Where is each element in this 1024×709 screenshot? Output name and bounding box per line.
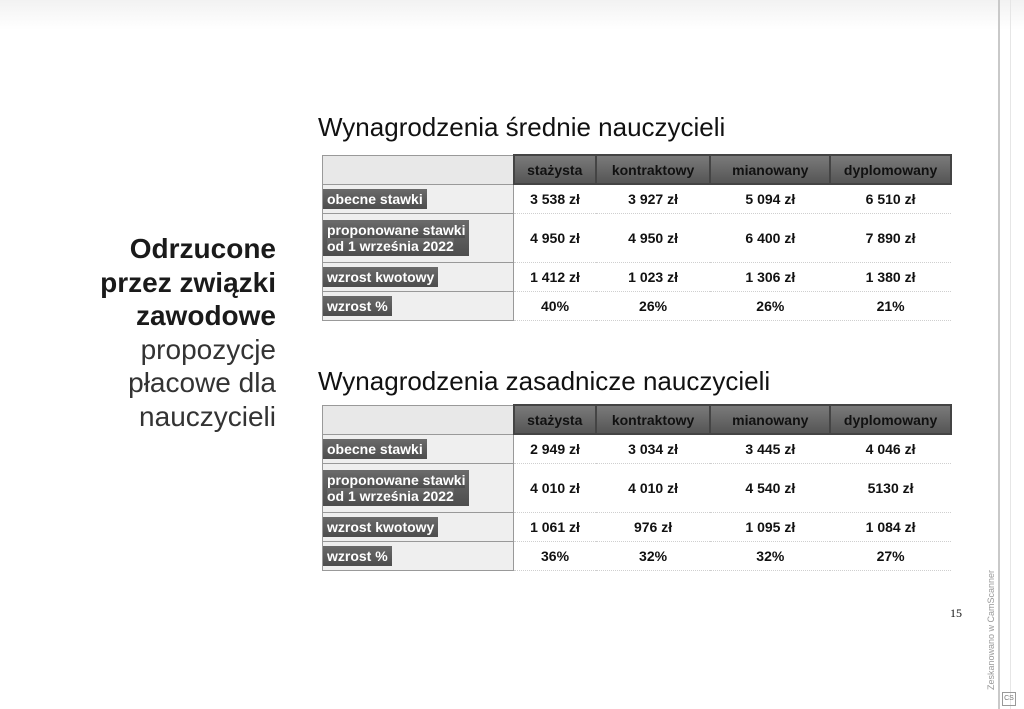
- side-heading-line: propozycje: [140, 333, 276, 365]
- table-cell: 3 538 zł: [514, 184, 596, 214]
- column-header: stażysta: [514, 405, 596, 434]
- table-cell: 36%: [514, 542, 596, 571]
- page-number: 15: [950, 606, 962, 620]
- table-cell: 5130 zł: [830, 464, 951, 513]
- table-cell: 1 412 zł: [514, 263, 596, 292]
- table-cell: 7 890 zł: [830, 214, 951, 263]
- table-row: [323, 184, 952, 214]
- table-cell: 3 927 zł: [596, 184, 711, 214]
- camscanner-icon: CS: [1002, 692, 1016, 706]
- table-row: [323, 263, 952, 292]
- row-label: wzrost kwotowy: [323, 513, 514, 542]
- table-header-row: [323, 405, 952, 434]
- table-cell: 1 380 zł: [830, 263, 951, 292]
- side-heading: [60, 232, 276, 434]
- table-cell: 26%: [710, 292, 830, 321]
- salary-table-base: [322, 404, 952, 571]
- table-cell: 4 010 zł: [514, 464, 596, 513]
- row-label: proponowane stawki od 1 września 2022: [323, 214, 514, 263]
- header-blank-cell: [323, 155, 514, 184]
- table-row: [323, 464, 952, 513]
- scanner-watermark: Zeskanowano w CamScanner: [986, 569, 996, 690]
- column-header: stażysta: [514, 155, 596, 184]
- table1-title: Wynagrodzenia średnie nauczycieli: [318, 112, 726, 142]
- column-header: kontraktowy: [596, 405, 711, 434]
- table-cell: 4 010 zł: [596, 464, 711, 513]
- table-cell: 1 084 zł: [830, 513, 951, 542]
- table2-title: Wynagrodzenia zasadnicze nauczycieli: [318, 366, 771, 396]
- table-cell: 1 061 zł: [514, 513, 596, 542]
- side-heading-line: Odrzucone: [129, 233, 276, 264]
- side-heading-line: płacowe dla: [128, 367, 276, 399]
- table-cell: 4 046 zł: [830, 434, 951, 464]
- side-heading-line: przez związki: [100, 266, 276, 298]
- table-cell: 3 445 zł: [710, 434, 830, 464]
- column-header: dyplomowany: [830, 405, 951, 434]
- table-cell: 3 034 zł: [596, 434, 711, 464]
- table-cell: 2 949 zł: [514, 434, 596, 464]
- table-cell: 27%: [830, 542, 951, 571]
- row-label: wzrost kwotowy: [323, 263, 514, 292]
- table-cell: 32%: [596, 542, 711, 571]
- table-cell: 1 306 zł: [710, 263, 830, 292]
- row-label: proponowane stawki od 1 września 2022: [323, 464, 514, 513]
- table-row: [323, 214, 952, 263]
- column-header: kontraktowy: [596, 155, 711, 184]
- page-edge-line-faint: [1010, 0, 1011, 709]
- table-cell: 32%: [710, 542, 830, 571]
- table-cell: 21%: [830, 292, 951, 321]
- table-cell: 976 zł: [596, 513, 711, 542]
- row-label: wzrost %: [323, 292, 514, 321]
- table-header-row: [323, 155, 952, 184]
- table-cell: 1 095 zł: [710, 513, 830, 542]
- row-label: obecne stawki: [323, 184, 514, 214]
- column-header: dyplomowany: [830, 155, 951, 184]
- table-cell: 5 094 zł: [710, 184, 830, 214]
- column-header: mianowany: [710, 405, 830, 434]
- table-cell: 1 023 zł: [596, 263, 711, 292]
- scan-shading: [0, 0, 1024, 30]
- page-edge-line: [998, 0, 1000, 709]
- table-cell: 4 540 zł: [710, 464, 830, 513]
- row-label: obecne stawki: [323, 434, 514, 464]
- table-row: [323, 292, 952, 321]
- table-row: [323, 434, 952, 464]
- side-heading-line: zawodowe: [135, 300, 276, 332]
- column-header: mianowany: [710, 155, 830, 184]
- header-blank-cell: [323, 405, 514, 434]
- table-cell: 4 950 zł: [514, 214, 596, 263]
- table-row: [323, 513, 952, 542]
- table-cell: 40%: [514, 292, 596, 321]
- table-cell: 6 400 zł: [710, 214, 830, 263]
- row-label: wzrost %: [323, 542, 514, 571]
- table-cell: 6 510 zł: [830, 184, 951, 214]
- table-cell: 4 950 zł: [596, 214, 711, 263]
- salary-table-average: [322, 154, 952, 321]
- table-row: [323, 542, 952, 571]
- side-heading-line: nauczycieli: [139, 400, 276, 432]
- table-cell: 26%: [596, 292, 711, 321]
